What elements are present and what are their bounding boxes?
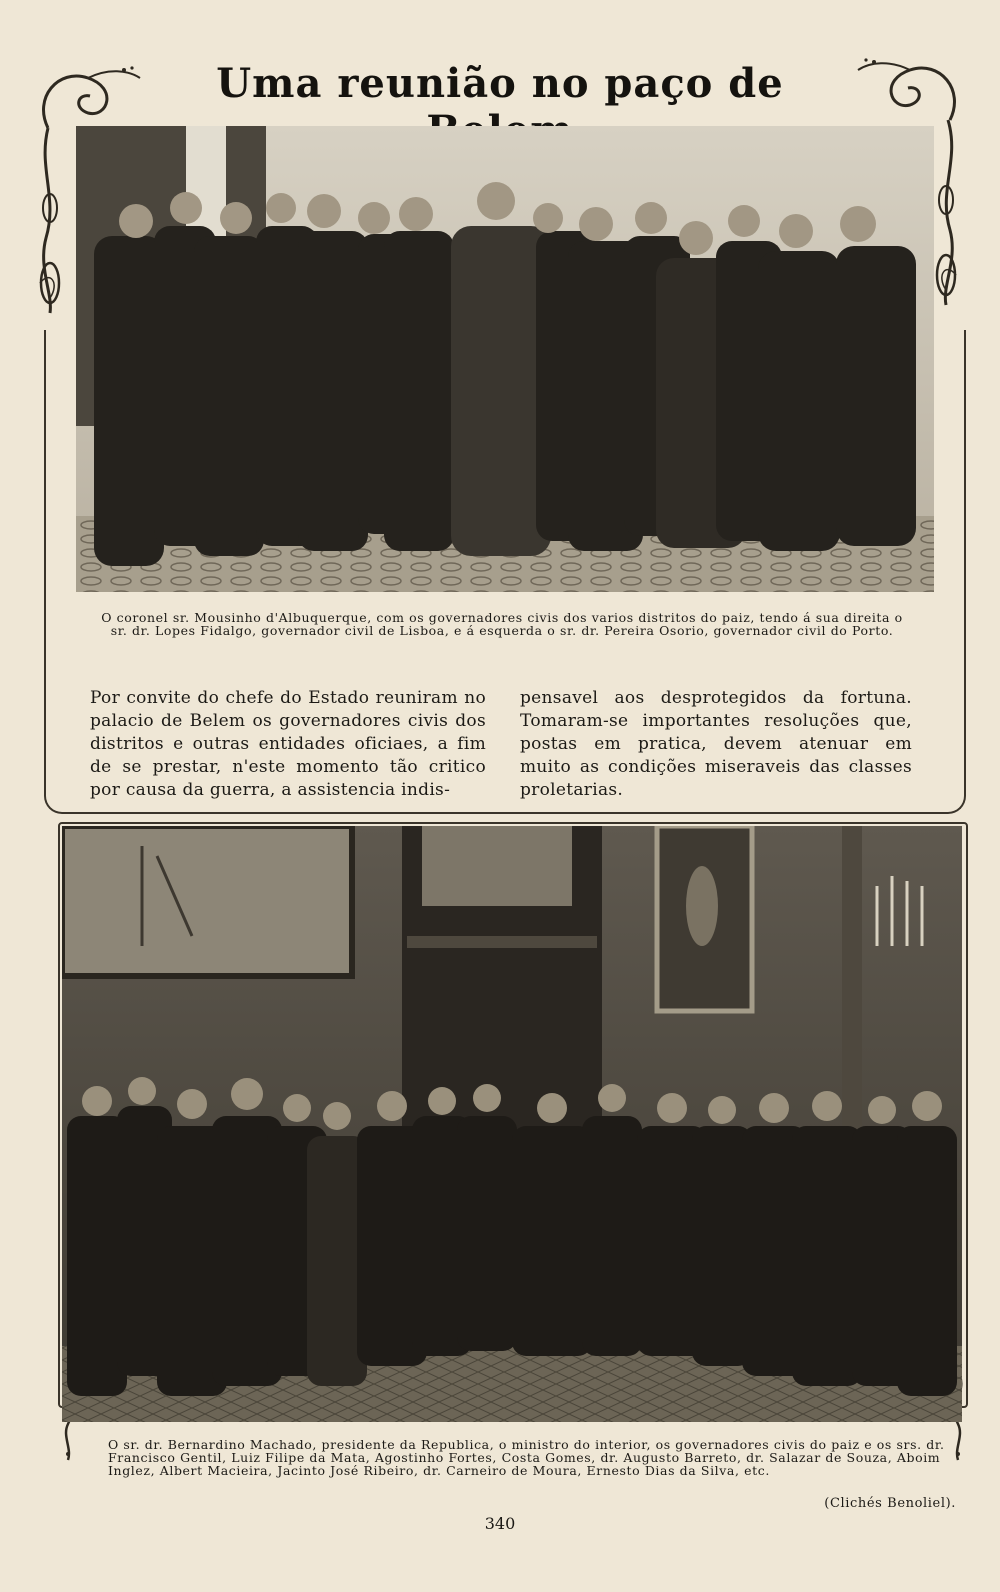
group-photo-salon [62,826,962,1422]
group-photo-governors [76,126,934,592]
photo1-caption: O coronel sr. Mousinho d'Albuquerque, com os governadores civis dos varios distritos do paiz, tendo á sua direita o sr. dr. Lopes Fidalgo, governador civil de Lisboa, e á esquerda o sr. dr. Pereira Osorio, governador civil do Porto. [101,610,903,638]
page-number: 340 [484,1514,516,1533]
photo2-caption: O sr. dr. Bernardino Machado, presidente da Republica, o ministro do interior, os governadores civis do paiz e os srs. dr. Francisco Gentil, Luiz Filipe da Mata, Agostinho Fortes, Costa Gomes, dr. Augusto Barreto, dr. Salazar de Souza, Aboim Inglez, Albert Macieira, Jacinto José Ribeiro, dr. Carneiro de Moura, Ernesto Dias da Silva, etc. [108,1437,945,1478]
page-title: Uma reunião no paço de [216,60,784,107]
photo-credit: (Clichés Benoliel). [824,1496,956,1511]
article-column-1: Por convite do chefe do Estado reuniram no palacio de Belem os governadores civis dos distritos e outras entidades oficiaes, a fim de se prestar, n'este momento tão critico por causa da guerra, a assistencia indis- [90,688,486,800]
article-column-2: pensavel aos desprotegidos da fortuna. Tomaram-se importantes resoluções que, postas em pratica, devem atenuar em muito as condições miseraveis das classes proletarias. [520,688,912,800]
